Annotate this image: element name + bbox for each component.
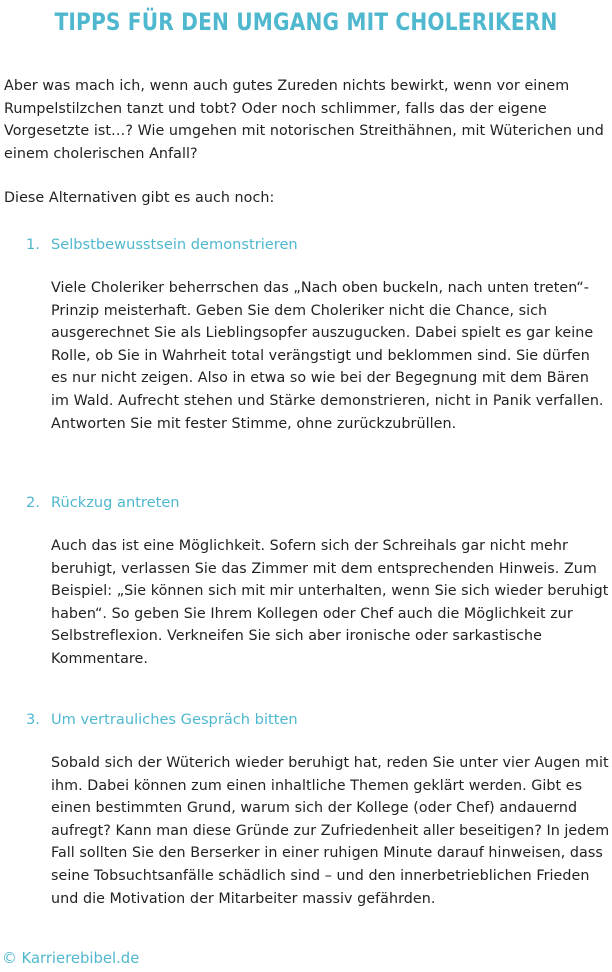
tip-heading-1 bbox=[26, 234, 298, 256]
tip-number: 1. bbox=[26, 236, 40, 253]
tip-body-3: Sobald sich der Wüterich wieder beruhigt hat, reden Sie unter vier Augen mit ihm. Dabei können zum einen inhaltliche Themen geklärt werden. Gibt es einen bestimmten Grund, warum sich der Kollege (oder Chef) andauernd aufregt? Kann man diese Gründe zur Zufriedenheit aller beseitigen? In jedem Fall sollten Sie den Berserker in einer ruhigen Minute darauf hinweisen, dass seine Tobsuchtsanfälle schädlich sind – und den innerbetrieblichen Frieden und die Motivation der Mitarbeiter massiv gefährden. bbox=[51, 755, 610, 907]
tip-body-1: Viele Choleriker beherrschen das „Nach oben buckeln, nach unten treten“-Prinzip meisterhaft. Geben Sie dem Choleriker nicht die Chance, sich ausgerechnet Sie als Lieblingsopfer auszugucken. Dabei spielt es gar keine Rolle, ob Sie in Wahrheit total verängstigt und beklommen sind. Sie dürfen es nur nicht zeigen. Also in etwa so wie bei der Begegnung mit dem Bären im Wald. Aufrecht stehen und Stärke demonstrieren, nicht in Panik verfallen. Antworten Sie mit fester Stimme, ohne zurückzubrüllen. bbox=[51, 280, 604, 432]
tip-number: 3. bbox=[26, 711, 40, 728]
intro-paragraph: Aber was mach ich, wenn auch gutes Zureden nichts bewirkt, wenn vor einem Rumpelstilzchen tanzt und tobt? Oder noch schlimmer, falls das der eigene Vorgesetzte ist…? Wie umgehen mit notorischen Streithähnen, mit Wüterichen und einem cholerischen Anfall? bbox=[4, 78, 604, 162]
tip-heading-text: Selbstbewusstsein demonstrieren bbox=[51, 236, 298, 253]
tip-heading-3 bbox=[26, 709, 298, 731]
lead-paragraph: Diese Alternativen gibt es auch noch: bbox=[4, 190, 275, 206]
tip-heading-2 bbox=[26, 492, 180, 514]
copyright-footer: © Karrierebibel.de bbox=[2, 950, 140, 967]
tip-number: 2. bbox=[26, 494, 40, 511]
tip-heading-text: Um vertrauliches Gespräch bitten bbox=[51, 711, 298, 728]
tip-heading-text: Rückzug antreten bbox=[51, 494, 180, 511]
tip-body-2: Auch das ist eine Möglichkeit. Sofern sich der Schreihals gar nicht mehr beruhigt, verlassen Sie das Zimmer mit dem entsprechenden Hinweis. Zum Beispiel: „Sie können sich mit mir unterhalten, wenn Sie sich wieder beruhigt haben“. So geben Sie Ihrem Kollegen oder Chef auch die Möglichkeit zur Selbstreflexion. Verkneifen Sie sich aber ironische oder sarkastische Kommentare. bbox=[51, 538, 609, 667]
page-title: TIPPS FÜR DEN UMGANG MIT CHOLERIKERN bbox=[54, 8, 558, 36]
